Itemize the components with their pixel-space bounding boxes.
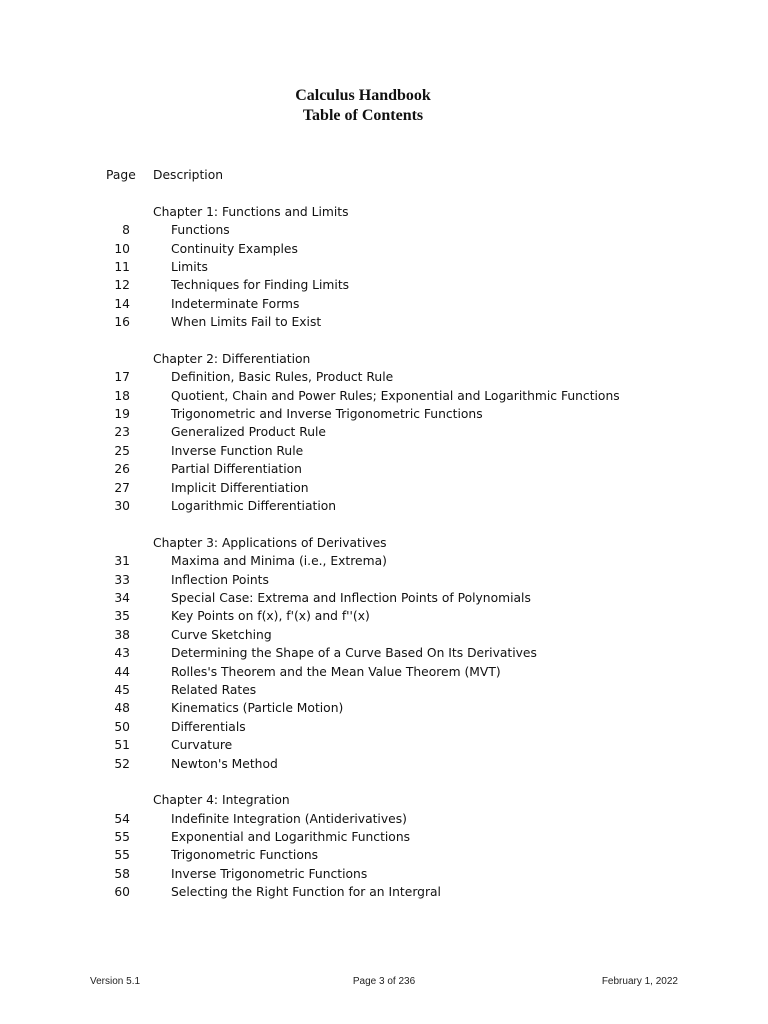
entry-description: Implicit Differentiation [171,480,309,495]
toc-entry-row [0,755,768,773]
chapter-heading-row [0,791,768,809]
toc-entry-row [0,221,768,239]
chapter-title: Chapter 2: Differentiation [153,351,311,366]
toc-entry-row [0,479,768,497]
entry-page-number: 19 [114,407,130,422]
entry-page-number: 44 [114,664,130,679]
toc-entry-row [0,571,768,589]
toc-spacer [0,332,768,350]
entry-description: Continuity Examples [171,241,298,256]
entry-description: Trigonometric Functions [171,848,319,863]
toc-entry-row [0,846,768,864]
toc-entry-row [0,718,768,736]
entry-page-number: 11 [114,259,130,274]
entry-page-number: 54 [114,811,130,826]
entry-description: Curve Sketching [171,627,272,642]
entry-page-number: 25 [114,443,130,458]
toc-header-row [0,166,768,184]
entry-description: Functions [171,223,230,238]
chapter-heading-row [0,350,768,368]
entry-page-number: 26 [114,462,130,477]
entry-page-number: 23 [114,425,130,440]
entry-page-number: 16 [114,315,130,330]
entry-description: Determining the Shape of a Curve Based On Its Derivatives [171,646,537,661]
entry-description: Limits [171,259,208,274]
entry-description: Differentials [171,719,246,734]
chapter-heading-row [0,203,768,221]
entry-description: Quotient, Chain and Power Rules; Exponential and Logarithmic Functions [171,388,620,403]
entry-description: Newton's Method [171,756,278,771]
toc-spacer [0,773,768,791]
toc-entry-row [0,276,768,294]
toc-entry-row [0,295,768,313]
toc-entry-row [0,828,768,846]
entry-page-number: 35 [114,609,130,624]
toc-entry-row [0,681,768,699]
entry-page-number: 27 [114,480,130,495]
entry-page-number: 60 [114,885,130,900]
entry-page-number: 55 [114,830,130,845]
entry-description: Trigonometric and Inverse Trigonometric Functions [171,407,483,422]
entry-page-number: 12 [114,278,130,293]
entry-page-number: 8 [122,223,130,238]
document-title: Calculus Handbook [295,87,431,104]
toc-spacer [0,515,768,533]
page-column-header: Page [106,168,136,182]
entry-description: Inverse Function Rule [171,443,304,458]
entry-description: Inflection Points [171,572,269,587]
entry-page-number: 14 [114,296,130,311]
entry-description: Logarithmic Differentiation [171,499,337,514]
entry-description: Exponential and Logarithmic Functions [171,830,411,845]
document-subtitle: Table of Contents [302,107,424,124]
toc-entry-row [0,258,768,276]
entry-page-number: 34 [114,590,130,605]
entry-description: Indeterminate Forms [171,296,300,311]
toc-entry-row [0,699,768,717]
toc-entry-row [0,552,768,570]
chapter-title: Chapter 3: Applications of Derivatives [153,535,387,550]
entry-description: Partial Differentiation [171,462,302,477]
toc-entry-row [0,368,768,386]
entry-description: Kinematics (Particle Motion) [171,701,344,716]
entry-page-number: 50 [114,719,130,734]
toc-entry-row [0,460,768,478]
toc-entry-row [0,442,768,460]
entry-description: Selecting the Right Function for an Intergral [171,885,441,900]
entry-description: Generalized Product Rule [171,425,326,440]
entry-page-number: 51 [114,738,130,753]
entry-page-number: 18 [114,388,130,403]
entry-page-number: 31 [114,554,130,569]
toc-entry-row [0,663,768,681]
toc-entry-row [0,736,768,754]
footer-version: Version 5.1 [90,976,141,987]
toc-entry-row [0,387,768,405]
toc-entry-row [0,240,768,258]
entry-description: Techniques for Finding Limits [171,278,350,293]
entry-description: Curvature [171,738,233,753]
toc-entry-row [0,405,768,423]
toc-entry-row [0,883,768,901]
toc-entry-row [0,589,768,607]
entry-description: Definition, Basic Rules, Product Rule [171,370,394,385]
toc-entry-row [0,497,768,515]
table-of-contents [0,166,768,902]
entry-page-number: 55 [114,848,130,863]
entry-page-number: 58 [114,866,130,881]
chapter-heading-row [0,534,768,552]
entry-page-number: 30 [114,499,130,514]
entry-page-number: 38 [114,627,130,642]
entry-page-number: 45 [114,682,130,697]
toc-entry-row [0,865,768,883]
entry-page-number: 48 [114,701,130,716]
entry-description: Rolles's Theorem and the Mean Value Theorem (MVT) [171,664,501,679]
description-column-header: Description [153,168,224,182]
toc-entry-row [0,626,768,644]
entry-description: When Limits Fail to Exist [171,315,322,330]
toc-spacer [0,184,768,202]
entry-description: Indefinite Integration (Antiderivatives) [171,811,407,826]
toc-entry-row [0,607,768,625]
entry-page-number: 17 [114,370,130,385]
entry-page-number: 43 [114,646,130,661]
toc-entry-row [0,313,768,331]
footer-date: February 1, 2022 [601,976,678,987]
entry-description: Key Points on f(x), f'(x) and f''(x) [171,609,370,624]
entry-description: Related Rates [171,682,257,697]
entry-page-number: 33 [114,572,130,587]
toc-entry-row [0,644,768,662]
chapter-title: Chapter 1: Functions and Limits [153,204,349,219]
entry-description: Maxima and Minima (i.e., Extrema) [171,554,387,569]
entry-description: Inverse Trigonometric Functions [171,866,368,881]
footer-page-number: Page 3 of 236 [352,976,416,987]
toc-entry-row [0,810,768,828]
title-block [0,86,726,126]
entry-page-number: 10 [114,241,130,256]
chapter-title: Chapter 4: Integration [153,793,290,808]
toc-body [0,184,768,901]
entry-page-number: 52 [114,756,130,771]
entry-description: Special Case: Extrema and Inflection Points of Polynomials [171,590,531,605]
toc-entry-row [0,423,768,441]
